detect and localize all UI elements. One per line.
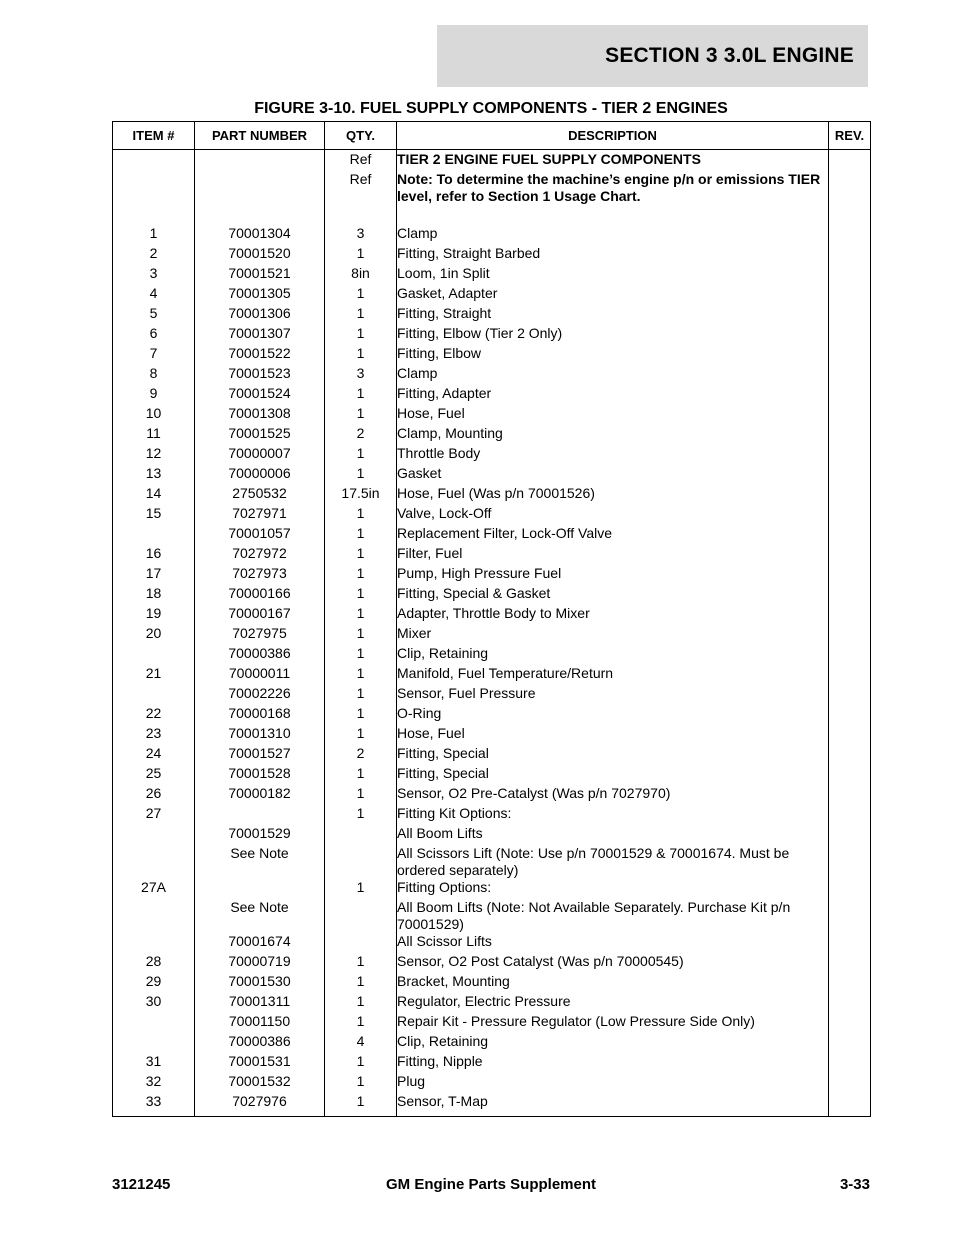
part-number-cell: 70000168 — [195, 705, 325, 725]
rev-cell — [829, 505, 871, 525]
description-cell: Bracket, Mounting — [397, 973, 829, 993]
qty-cell: 1 — [325, 1053, 397, 1073]
item-cell: 19 — [113, 605, 195, 625]
rev-cell — [829, 150, 871, 172]
qty-cell — [325, 899, 397, 933]
table-row — [113, 899, 871, 933]
item-cell: 12 — [113, 445, 195, 465]
item-cell: 13 — [113, 465, 195, 485]
description-cell: Pump, High Pressure Fuel — [397, 565, 829, 585]
description-cell: All Scissor Lifts — [397, 933, 829, 953]
table-row — [113, 605, 871, 625]
part-number-cell: 70000011 — [195, 665, 325, 685]
part-number-cell: 70001528 — [195, 765, 325, 785]
qty-cell: 1 — [325, 465, 397, 485]
table-row — [113, 665, 871, 685]
table-row — [113, 1073, 871, 1093]
qty-cell — [325, 845, 397, 879]
table-row — [113, 745, 871, 765]
part-number-cell: 70001674 — [195, 933, 325, 953]
part-number-cell: 7027971 — [195, 505, 325, 525]
part-number-cell: 70001521 — [195, 265, 325, 285]
qty-cell: 1 — [325, 1093, 397, 1117]
part-number-cell: 7027975 — [195, 625, 325, 645]
description-cell: Plug — [397, 1073, 829, 1093]
qty-cell: 1 — [325, 765, 397, 785]
table-row — [113, 265, 871, 285]
part-number-cell: 70001529 — [195, 825, 325, 845]
description-cell: Note: To determine the machine’s engine p/n or emissions TIER level, refer to Section 1 Usage Chart. — [397, 171, 829, 205]
description-cell: All Scissors Lift (Note: Use p/n 70001529 & 70001674. Must be ordered separately) — [397, 845, 829, 879]
part-number-cell: 70001311 — [195, 993, 325, 1013]
item-cell: 25 — [113, 765, 195, 785]
table-row — [113, 1093, 871, 1117]
footer-publication-number: 3121245 — [112, 1176, 171, 1193]
item-cell — [113, 525, 195, 545]
description-cell: Gasket, Adapter — [397, 285, 829, 305]
rev-cell — [829, 385, 871, 405]
description-cell: Clip, Retaining — [397, 645, 829, 665]
description-cell: TIER 2 ENGINE FUEL SUPPLY COMPONENTS — [397, 150, 829, 172]
item-cell: 26 — [113, 785, 195, 805]
description-cell: Sensor, O2 Post Catalyst (Was p/n 70000545) — [397, 953, 829, 973]
rev-cell — [829, 745, 871, 765]
qty-cell: 1 — [325, 785, 397, 805]
description-cell: Clamp — [397, 365, 829, 385]
column-header-qty: QTY. — [325, 122, 397, 150]
description-cell: Replacement Filter, Lock-Off Valve — [397, 525, 829, 545]
table-row — [113, 765, 871, 785]
qty-cell: 1 — [325, 305, 397, 325]
part-number-cell: 70001520 — [195, 245, 325, 265]
rev-cell — [829, 265, 871, 285]
part-number-cell: 70000386 — [195, 1033, 325, 1053]
table-row — [113, 171, 871, 205]
part-number-cell: 70001527 — [195, 745, 325, 765]
part-number-cell — [195, 171, 325, 205]
rev-cell — [829, 685, 871, 705]
part-number-cell: 70001307 — [195, 325, 325, 345]
qty-cell: 8in — [325, 265, 397, 285]
part-number-cell: 70001057 — [195, 525, 325, 545]
rev-cell — [829, 545, 871, 565]
item-cell: 18 — [113, 585, 195, 605]
item-cell: 20 — [113, 625, 195, 645]
rev-cell — [829, 785, 871, 805]
description-cell — [397, 205, 829, 225]
rev-cell — [829, 525, 871, 545]
part-number-cell: 70001524 — [195, 385, 325, 405]
qty-cell: 1 — [325, 345, 397, 365]
item-cell: 11 — [113, 425, 195, 445]
part-number-cell: 70000006 — [195, 465, 325, 485]
item-cell: 27A — [113, 879, 195, 899]
item-cell: 24 — [113, 745, 195, 765]
table-row — [113, 285, 871, 305]
table-row — [113, 385, 871, 405]
item-cell: 32 — [113, 1073, 195, 1093]
footer-page-number: 3-33 — [839, 1176, 870, 1193]
description-cell: Hose, Fuel — [397, 725, 829, 745]
part-number-cell: 7027976 — [195, 1093, 325, 1117]
part-number-cell — [195, 805, 325, 825]
table-row — [113, 245, 871, 265]
description-cell: Regulator, Electric Pressure — [397, 993, 829, 1013]
description-cell: Fitting, Special — [397, 765, 829, 785]
item-cell — [113, 933, 195, 953]
qty-cell: 1 — [325, 725, 397, 745]
rev-cell — [829, 645, 871, 665]
table-row — [113, 585, 871, 605]
description-cell: Fitting, Adapter — [397, 385, 829, 405]
description-cell: Fitting, Straight — [397, 305, 829, 325]
item-cell: 28 — [113, 953, 195, 973]
qty-cell: 1 — [325, 973, 397, 993]
qty-cell — [325, 825, 397, 845]
qty-cell: 1 — [325, 285, 397, 305]
part-number-cell: 70000007 — [195, 445, 325, 465]
table-row — [113, 485, 871, 505]
rev-cell — [829, 1053, 871, 1073]
table-row — [113, 1013, 871, 1033]
table-header-row — [113, 122, 871, 150]
column-header-item: ITEM # — [113, 122, 195, 150]
table-row — [113, 705, 871, 725]
table-row — [113, 405, 871, 425]
table-row — [113, 525, 871, 545]
column-header-part-number: PART NUMBER — [195, 122, 325, 150]
rev-cell — [829, 585, 871, 605]
qty-cell: 1 — [325, 1073, 397, 1093]
part-number-cell: 70000166 — [195, 585, 325, 605]
part-number-cell — [195, 205, 325, 225]
description-cell: Manifold, Fuel Temperature/Return — [397, 665, 829, 685]
rev-cell — [829, 345, 871, 365]
qty-cell: 1 — [325, 545, 397, 565]
table-row — [113, 565, 871, 585]
description-cell: Clamp — [397, 225, 829, 245]
description-cell: Fitting, Elbow — [397, 345, 829, 365]
table-row — [113, 205, 871, 225]
item-cell: 1 — [113, 225, 195, 245]
qty-cell: 3 — [325, 365, 397, 385]
table-row — [113, 1033, 871, 1053]
description-cell: Fitting Kit Options: — [397, 805, 829, 825]
rev-cell — [829, 365, 871, 385]
figure-title: FIGURE 3-10. FUEL SUPPLY COMPONENTS - TIER 2 ENGINES — [254, 100, 728, 117]
table-row — [113, 933, 871, 953]
table-row — [113, 325, 871, 345]
table-row — [113, 845, 871, 879]
qty-cell: 1 — [325, 993, 397, 1013]
column-header-description: DESCRIPTION — [397, 122, 829, 150]
table-row — [113, 645, 871, 665]
item-cell: 4 — [113, 285, 195, 305]
item-cell: 22 — [113, 705, 195, 725]
part-number-cell: 70001310 — [195, 725, 325, 745]
qty-cell: 1 — [325, 585, 397, 605]
description-cell: Fitting, Nipple — [397, 1053, 829, 1073]
description-cell: Filter, Fuel — [397, 545, 829, 565]
description-cell: Fitting Options: — [397, 879, 829, 899]
table-row — [113, 825, 871, 845]
rev-cell — [829, 953, 871, 973]
rev-cell — [829, 879, 871, 899]
table-row — [113, 1053, 871, 1073]
part-number-cell: 70001525 — [195, 425, 325, 445]
description-cell: Clamp, Mounting — [397, 425, 829, 445]
description-cell: Sensor, O2 Pre-Catalyst (Was p/n 7027970) — [397, 785, 829, 805]
part-number-cell: 70001523 — [195, 365, 325, 385]
description-cell: All Boom Lifts (Note: Not Available Separately. Purchase Kit p/n 70001529) — [397, 899, 829, 933]
part-number-cell: 70001306 — [195, 305, 325, 325]
part-number-cell — [195, 879, 325, 899]
rev-cell — [829, 1093, 871, 1117]
item-cell: 27 — [113, 805, 195, 825]
part-number-cell: 7027972 — [195, 545, 325, 565]
qty-cell: 1 — [325, 245, 397, 265]
qty-cell: 1 — [325, 385, 397, 405]
qty-cell: 1 — [325, 665, 397, 685]
table-row — [113, 953, 871, 973]
qty-cell: 1 — [325, 625, 397, 645]
rev-cell — [829, 825, 871, 845]
description-cell: Adapter, Throttle Body to Mixer — [397, 605, 829, 625]
rev-cell — [829, 665, 871, 685]
rev-cell — [829, 605, 871, 625]
rev-cell — [829, 1073, 871, 1093]
description-cell: O-Ring — [397, 705, 829, 725]
description-cell: Sensor, T-Map — [397, 1093, 829, 1117]
description-cell: Gasket — [397, 465, 829, 485]
item-cell — [113, 645, 195, 665]
table-row — [113, 345, 871, 365]
qty-cell: 1 — [325, 705, 397, 725]
rev-cell — [829, 565, 871, 585]
qty-cell: Ref — [325, 150, 397, 172]
table-row — [113, 445, 871, 465]
description-cell: Hose, Fuel — [397, 405, 829, 425]
table-row — [113, 305, 871, 325]
qty-cell: 4 — [325, 1033, 397, 1053]
rev-cell — [829, 225, 871, 245]
description-cell: Throttle Body — [397, 445, 829, 465]
item-cell — [113, 845, 195, 879]
item-cell: 16 — [113, 545, 195, 565]
rev-cell — [829, 465, 871, 485]
table-row — [113, 365, 871, 385]
section-banner — [437, 25, 868, 87]
qty-cell: 1 — [325, 445, 397, 465]
item-cell: 9 — [113, 385, 195, 405]
table-row — [113, 993, 871, 1013]
rev-cell — [829, 1033, 871, 1053]
rev-cell — [829, 845, 871, 879]
parts-table-body — [113, 150, 871, 1117]
qty-cell: 1 — [325, 685, 397, 705]
description-cell: Fitting, Special — [397, 745, 829, 765]
item-cell: 33 — [113, 1093, 195, 1117]
description-cell: Loom, 1in Split — [397, 265, 829, 285]
qty-cell: 3 — [325, 225, 397, 245]
column-header-rev: REV. — [829, 122, 871, 150]
item-cell — [113, 1013, 195, 1033]
qty-cell: 1 — [325, 405, 397, 425]
qty-cell: 2 — [325, 745, 397, 765]
part-number-cell: 70001522 — [195, 345, 325, 365]
item-cell: 7 — [113, 345, 195, 365]
item-cell: 21 — [113, 665, 195, 685]
rev-cell — [829, 765, 871, 785]
item-cell — [113, 685, 195, 705]
item-cell — [113, 825, 195, 845]
item-cell: 8 — [113, 365, 195, 385]
item-cell: 29 — [113, 973, 195, 993]
item-cell: 2 — [113, 245, 195, 265]
description-cell: Sensor, Fuel Pressure — [397, 685, 829, 705]
rev-cell — [829, 725, 871, 745]
part-number-cell: See Note — [195, 845, 325, 879]
rev-cell — [829, 933, 871, 953]
item-cell: 10 — [113, 405, 195, 425]
description-cell: Mixer — [397, 625, 829, 645]
part-number-cell: 70001150 — [195, 1013, 325, 1033]
item-cell — [113, 1033, 195, 1053]
part-number-cell: See Note — [195, 899, 325, 933]
description-cell: All Boom Lifts — [397, 825, 829, 845]
part-number-cell: 70000182 — [195, 785, 325, 805]
table-row — [113, 685, 871, 705]
table-row — [113, 150, 871, 172]
part-number-cell: 70002226 — [195, 685, 325, 705]
table-row — [113, 225, 871, 245]
part-number-cell: 70001531 — [195, 1053, 325, 1073]
description-cell: Hose, Fuel (Was p/n 70001526) — [397, 485, 829, 505]
part-number-cell: 70000167 — [195, 605, 325, 625]
part-number-cell: 7027973 — [195, 565, 325, 585]
qty-cell: 1 — [325, 565, 397, 585]
rev-cell — [829, 285, 871, 305]
description-cell: Repair Kit - Pressure Regulator (Low Pressure Side Only) — [397, 1013, 829, 1033]
qty-cell: 1 — [325, 805, 397, 825]
item-cell: 31 — [113, 1053, 195, 1073]
rev-cell — [829, 899, 871, 933]
item-cell — [113, 171, 195, 205]
rev-cell — [829, 485, 871, 505]
table-row — [113, 505, 871, 525]
item-cell: 14 — [113, 485, 195, 505]
part-number-cell: 70001308 — [195, 405, 325, 425]
rev-cell — [829, 973, 871, 993]
part-number-cell: 70001532 — [195, 1073, 325, 1093]
item-cell: 3 — [113, 265, 195, 285]
footer-manual-title: GM Engine Parts Supplement — [385, 1176, 597, 1193]
description-cell: Clip, Retaining — [397, 1033, 829, 1053]
item-cell: 30 — [113, 993, 195, 1013]
rev-cell — [829, 205, 871, 225]
rev-cell — [829, 171, 871, 205]
qty-cell: 2 — [325, 425, 397, 445]
rev-cell — [829, 405, 871, 425]
parts-table — [112, 121, 871, 1117]
qty-cell: 1 — [325, 953, 397, 973]
rev-cell — [829, 1013, 871, 1033]
table-row — [113, 545, 871, 565]
table-row — [113, 465, 871, 485]
part-number-cell: 70000719 — [195, 953, 325, 973]
item-cell: 17 — [113, 565, 195, 585]
qty-cell: Ref — [325, 171, 397, 205]
part-number-cell — [195, 150, 325, 172]
qty-cell: 1 — [325, 1013, 397, 1033]
table-row — [113, 625, 871, 645]
qty-cell: 17.5in — [325, 485, 397, 505]
qty-cell: 1 — [325, 645, 397, 665]
rev-cell — [829, 325, 871, 345]
qty-cell: 1 — [325, 505, 397, 525]
rev-cell — [829, 425, 871, 445]
item-cell — [113, 150, 195, 172]
table-row — [113, 805, 871, 825]
description-cell: Fitting, Special & Gasket — [397, 585, 829, 605]
item-cell — [113, 205, 195, 225]
description-cell: Valve, Lock-Off — [397, 505, 829, 525]
item-cell: 5 — [113, 305, 195, 325]
part-number-cell: 70001305 — [195, 285, 325, 305]
part-number-cell: 2750532 — [195, 485, 325, 505]
rev-cell — [829, 305, 871, 325]
rev-cell — [829, 805, 871, 825]
qty-cell: 1 — [325, 325, 397, 345]
rev-cell — [829, 705, 871, 725]
rev-cell — [829, 245, 871, 265]
table-row — [113, 879, 871, 899]
item-cell — [113, 899, 195, 933]
qty-cell — [325, 933, 397, 953]
part-number-cell: 70000386 — [195, 645, 325, 665]
item-cell: 23 — [113, 725, 195, 745]
section-title: SECTION 3 3.0L ENGINE — [605, 44, 854, 67]
rev-cell — [829, 445, 871, 465]
rev-cell — [829, 993, 871, 1013]
qty-cell: 1 — [325, 879, 397, 899]
qty-cell — [325, 205, 397, 225]
description-cell: Fitting, Elbow (Tier 2 Only) — [397, 325, 829, 345]
table-row — [113, 785, 871, 805]
table-row — [113, 725, 871, 745]
qty-cell: 1 — [325, 525, 397, 545]
item-cell: 15 — [113, 505, 195, 525]
description-cell: Fitting, Straight Barbed — [397, 245, 829, 265]
qty-cell: 1 — [325, 605, 397, 625]
table-row — [113, 425, 871, 445]
part-number-cell: 70001530 — [195, 973, 325, 993]
item-cell: 6 — [113, 325, 195, 345]
table-row — [113, 973, 871, 993]
part-number-cell: 70001304 — [195, 225, 325, 245]
rev-cell — [829, 625, 871, 645]
